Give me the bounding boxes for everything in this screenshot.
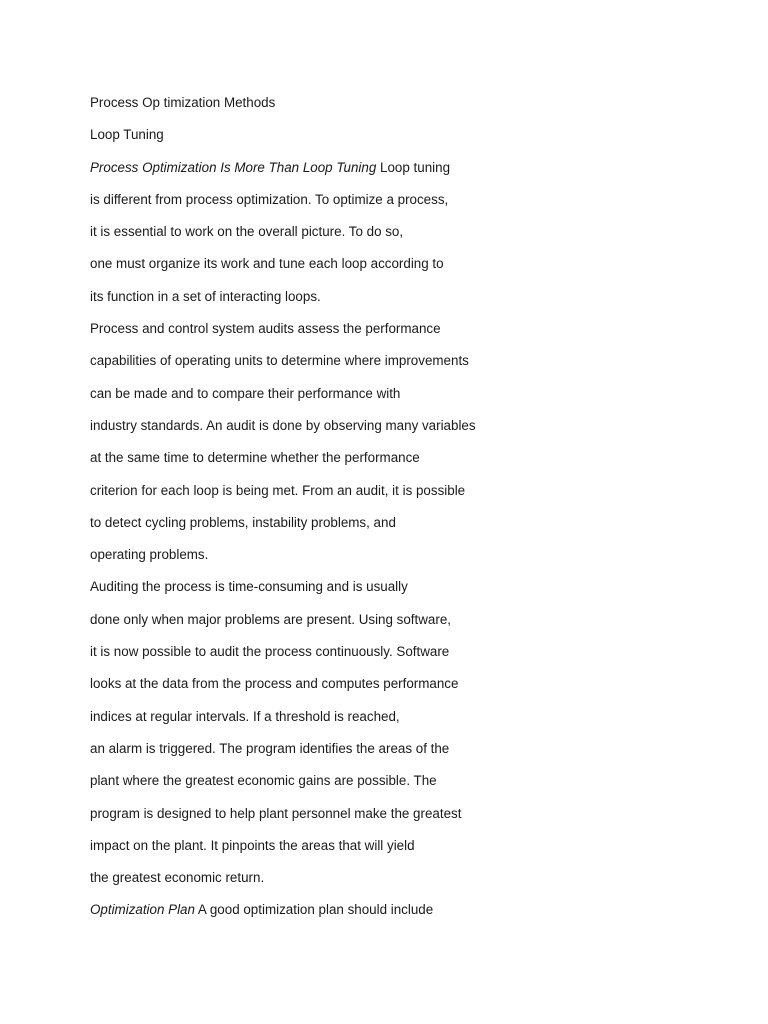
text-line: [90, 480, 690, 512]
text-line: [90, 512, 690, 544]
line-text: it is essential to work on the overall picture. To do so,: [90, 224, 404, 240]
text-line: [90, 383, 690, 415]
text-line: [90, 415, 690, 447]
line-text: A good optimization plan should include: [194, 902, 434, 918]
text-line: [90, 770, 690, 802]
text-line: [90, 609, 690, 641]
line-text: can be made and to compare their performance with: [90, 385, 401, 401]
line-text: indices at regular intervals. If a threshold is reached,: [90, 708, 400, 724]
line-text: done only when major problems are present. Using software,: [90, 611, 451, 627]
line-text: its function in a set of interacting loops.: [90, 288, 321, 304]
line-text: impact on the plant. It pinpoints the areas that will yield: [90, 837, 415, 853]
text-line: [90, 867, 690, 899]
text-line: [90, 899, 690, 931]
section-heading: Loop Tuning: [90, 127, 164, 143]
text-line: [90, 576, 690, 608]
line-text: industry standards. An audit is done by observing many variables: [90, 417, 476, 433]
line-text: an alarm is triggered. The program identifies the areas of the: [90, 740, 450, 756]
inline-heading: Process Optimization Is More Than Loop Tuning: [90, 159, 377, 175]
line-text: operating problems.: [90, 547, 209, 563]
text-line: [90, 641, 690, 673]
line-text: one must organize its work and tune each loop according to: [90, 256, 444, 272]
line-text: capabilities of operating units to determine where improvements: [90, 353, 469, 369]
text-line: [90, 350, 690, 382]
line-text: criterion for each loop is being met. From an audit, it is possible: [90, 482, 466, 498]
line-text: it is now possible to audit the process continuously. Software: [90, 644, 450, 660]
line-text: program is designed to help plant personnel make the greatest: [90, 805, 462, 821]
text-line: [90, 835, 690, 867]
line-text: Process and control system audits assess the performance: [90, 321, 441, 337]
text-line: [90, 706, 690, 738]
line-text: the greatest economic return.: [90, 870, 265, 886]
text-column: [90, 92, 690, 932]
text-line: [90, 447, 690, 479]
line-text: Auditing the process is time-consuming and is usually: [90, 579, 408, 595]
text-line: [90, 318, 690, 350]
inline-heading: Optimization Plan: [90, 902, 195, 918]
document-title: Process Op timization Methods: [90, 95, 276, 110]
line-text: looks at the data from the process and computes performance: [90, 676, 459, 692]
text-line: [90, 189, 690, 221]
body-text: [90, 157, 690, 932]
text-line: [90, 286, 690, 318]
text-line: [90, 738, 690, 770]
line-text: to detect cycling problems, instability problems, and: [90, 514, 396, 530]
line-text: Loop tuning: [376, 159, 451, 175]
text-line: [90, 673, 690, 705]
text-line: [90, 544, 690, 576]
text-line: [90, 157, 690, 189]
text-line: [90, 803, 690, 835]
line-text: plant where the greatest economic gains are possible. The: [90, 773, 437, 789]
text-line: [90, 221, 690, 253]
text-line: [90, 253, 690, 285]
line-text: is different from process optimization. To optimize a process,: [90, 191, 449, 207]
line-text: at the same time to determine whether the performance: [90, 450, 420, 466]
